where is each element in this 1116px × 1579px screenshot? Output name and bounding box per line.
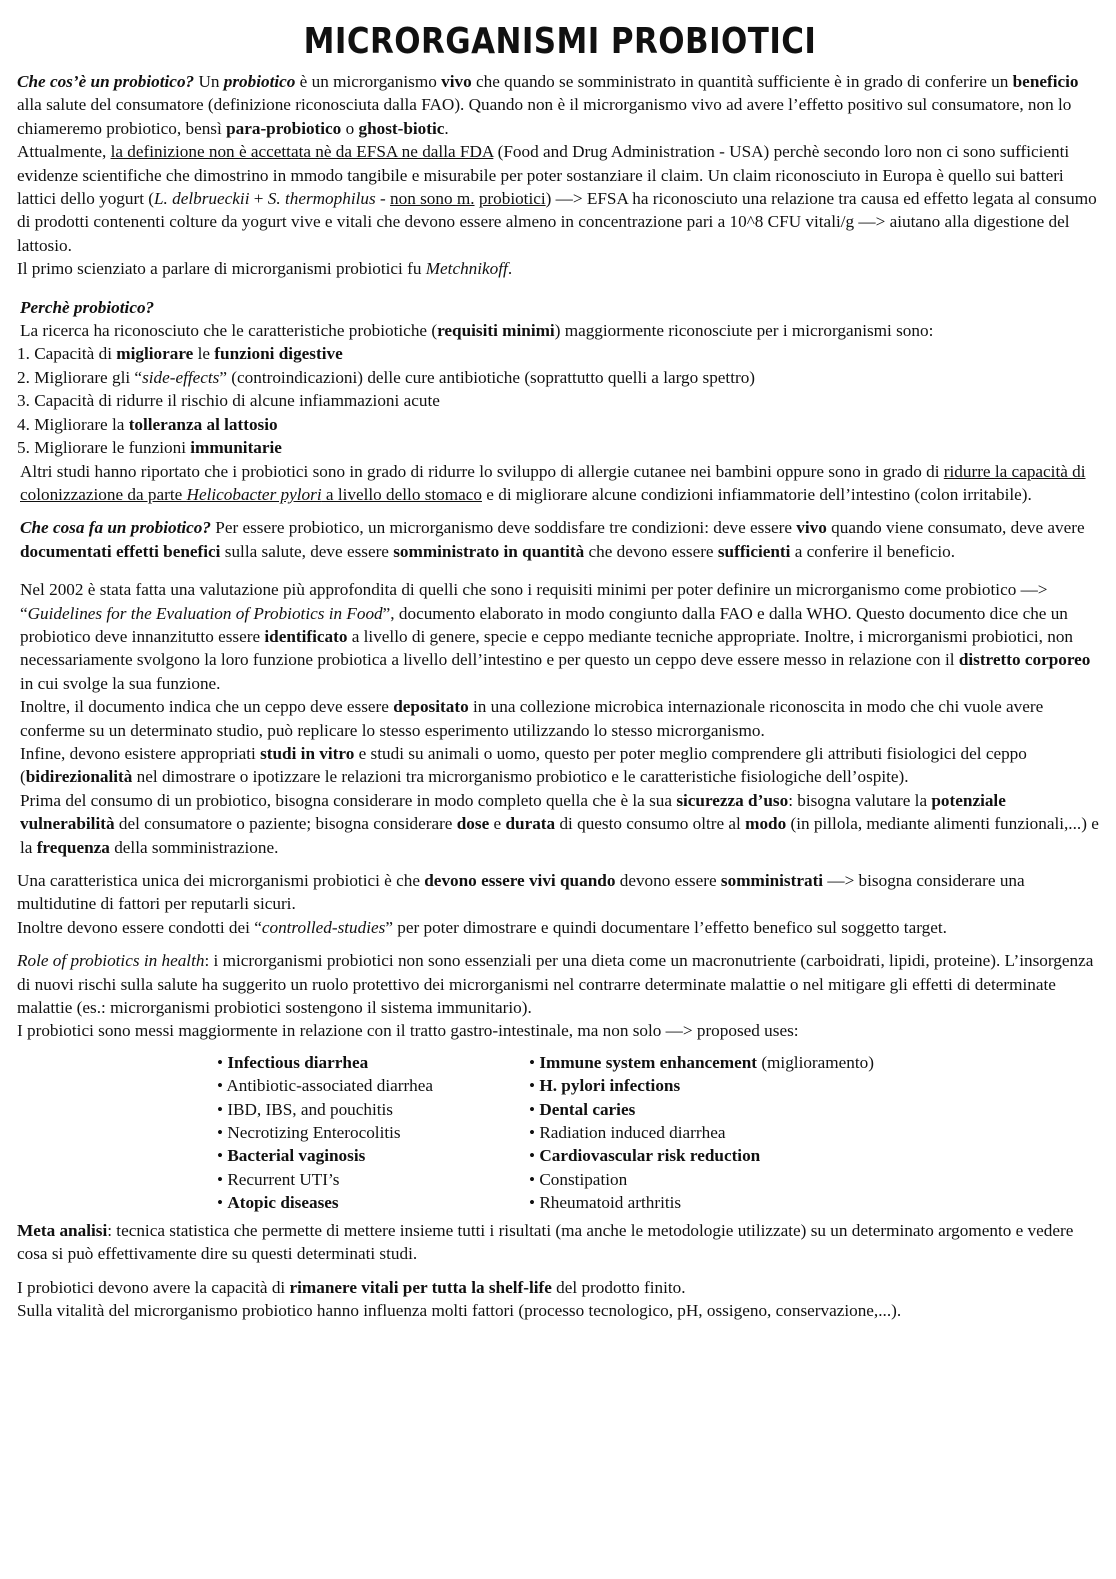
uses-right-column — [529, 1051, 949, 1215]
meta-analysis-paragraph: Meta analisi: tecnica statistica che permette di mettere insieme tutti i risultati (ma anche le metodologie utilizzate) su un determinato argomento e vedere cosa si può effettivamente dire su questi determinati studi. — [17, 1220, 1074, 1264]
shelf-life-paragraph: I probiotici devono avere la capacità di rimanere vitali per tutta la shelf-life del prodotto finito. — [17, 1277, 686, 1297]
bullet-icon: • — [217, 1146, 228, 1166]
question-heading: Che cos’è un probiotico? — [17, 72, 195, 91]
use-item: • Recurrent UTI’s — [217, 1169, 340, 1189]
page-title: MICRORGANISMI PROBIOTICI — [303, 21, 817, 62]
bullet-icon: • — [217, 1123, 228, 1143]
use-item: • Necrotizing Enterocolitis — [217, 1123, 401, 1143]
section-heading-perche: Perchè probiotico? — [20, 297, 155, 317]
bullet-icon: • — [529, 1169, 540, 1189]
bullet-icon: • — [529, 1123, 540, 1143]
what-does-paragraph: Che cosa fa un probiotico? Per essere probiotico, un microrganismo deve soddisfare tre condizioni: deve essere vivo quando viene consumato, deve avere documentati effetti benefici sulla salute, deve essere somministrato in quantità che devono essere sufficienti a conferire il beneficio. — [20, 518, 1085, 561]
bullet-icon: • — [529, 1193, 540, 1213]
use-item: • H. pylori infections — [529, 1076, 681, 1096]
use-item: • Dental caries — [529, 1099, 636, 1119]
alive-paragraph: Una caratteristica unica dei microrganismi probiotici è che devono essere vivi quando devono essere somministrati —> bisogna considerare una multidutine di fattori per reputarli sicuri. — [17, 871, 1025, 914]
use-item: • Constipation — [529, 1169, 628, 1189]
efsa-paragraph: Attualmente, la definizione non è accettata nè da EFSA ne dalla FDA (Food and Drug Administration - USA) perchè secondo loro non ci sono sufficienti evidenze scientifiche che dimostrino in mmodo tangibile e misurabile per poter sostanziare il claim. Un claim riconosciuto in Europa è quello sui batteri lattici dello yogurt (L. delbrueckii + S. thermophilus - non sono m. probiotici) —> EFSA ha riconosciuto una relazione tra causa ed effetto legata al consumo di prodotti contenenti colture da yogurt vive e vitali che devono essere almeno in concentrazione pari a 10^8 CFU vitali/g —> aiutano alla digestione del lattosio. — [17, 142, 1097, 255]
bullet-icon: • — [529, 1146, 540, 1166]
intro-paragraph: Che cos’è un probiotico? Un probiotico è un microrganismo vivo che quando se somministrato in quantità sufficiente è in grado di conferire un beneficio alla salute del consumatore (definizione riconosciuta dalla FAO). Quando non è il microrganismo vivo ad avere l’effetto positivo sul consumatore, non lo chiameremo probiotico, bensì para-probiotico o ghost-biotic. — [17, 72, 1079, 138]
use-item: • Antibiotic-associated diarrhea — [217, 1076, 434, 1096]
bullet-icon: • — [529, 1052, 540, 1072]
guidelines-paragraph: Nel 2002 è stata fatta una valutazione più approfondita di quelli che sono i requisiti minimi per poter definire un microrganismo come probiotico —> “Guidelines for the Evaluation of Probiotics in Food”, documento elaborato in modo congiunto dalla FAO e dalla WHO. Questo documento dice che un probiotico deve innanzitutto essere identificato a livello di genere, specie e ceppo mediante tecniche appropriate. Inoltre, i microrganismi probiotici, non necessariamente svolgono la loro funzione probiotica a livello dell’intestino e per questo un ceppo deve essere messo in relazione con il distretto corporeo in cui svolge la sua funzione. — [20, 580, 1091, 693]
list-item: 4. Migliorare la tolleranza al lattosio — [17, 414, 278, 434]
metchnikoff-paragraph: Il primo scienziato a parlare di microrganismi probiotici fu Metchnikoff. — [17, 259, 513, 279]
question-heading: Che cosa fa un probiotico? — [20, 518, 211, 538]
bullet-icon: • — [217, 1169, 228, 1189]
requirements-list — [17, 342, 1103, 459]
bullet-icon: • — [217, 1193, 228, 1213]
uses-left-column — [217, 1051, 529, 1215]
use-item: • IBD, IBS, and pouchitis — [217, 1099, 393, 1119]
use-item: • Atopic diseases — [217, 1193, 339, 1213]
bullet-icon: • — [217, 1076, 227, 1096]
studies-paragraph: Infine, devono esistere appropriati studi in vitro e studi su animali o uomo, questo per poter meglio comprendere gli attributi fisiologici del ceppo (bidirezionalità nel dimostrare o ipotizzare le relazioni tra microrganismo probiotico e le caratteristiche fisiologiche dell’ospite). — [20, 743, 1027, 787]
bullet-icon: • — [529, 1099, 540, 1119]
use-item: • Rheumatoid arthritis — [529, 1193, 682, 1213]
requirements-intro: La ricerca ha riconosciuto che le caratteristiche probiotiche (requisiti minimi) maggiormente riconosciute per i microrganismi sono: — [20, 321, 934, 341]
use-item: • Cardiovascular risk reduction — [529, 1146, 761, 1166]
other-studies-paragraph: Altri studi hanno riportato che i probiotici sono in grado di ridurre lo sviluppo di allergie cutanee nei bambini oppure sono in grado di ridurre la capacità di colonizzazione da parte Helicobacter pylori a livello dello stomaco e di migliorare alcune condizioni infiammatorie dell’intestino (colon irritabile). — [20, 461, 1086, 504]
role-paragraph: Role of probiotics in health: i microrganismi probiotici non sono essenziali per una dieta come un macronutriente (carboidrati, lipidi, proteine). L’insorgenza di nuovi rischi sulla salute ha suggerito un ruolo protettivo dei microrganismi nel contrarre determinate malattie o nel mitigare gli effetti di determinate malattie (es.: microrganismi probiotici sostengono il sistema immunitario). — [17, 951, 1094, 1018]
deposit-paragraph: Inoltre, il documento indica che un ceppo deve essere depositato in una collezione microbica internazionale riconoscita in modo che chi vuole avere conferme su un determinato studio, può replicare lo stesso esperimento utilizzando lo stesso microrganismo. — [20, 697, 1044, 740]
bullet-icon: • — [217, 1052, 228, 1072]
list-item: 3. Capacità di ridurre il rischio di alcune infiammazioni acute — [17, 391, 440, 411]
list-item: 1. Capacità di migliorare le funzioni digestive — [17, 344, 343, 364]
use-item: • Radiation induced diarrhea — [529, 1123, 726, 1143]
bullet-icon: • — [217, 1099, 228, 1119]
use-item: • Infectious diarrhea — [217, 1052, 369, 1072]
proposed-uses — [217, 1051, 1103, 1215]
bullet-icon: • — [529, 1076, 540, 1096]
proposed-uses-intro: I probiotici sono messi maggiormente in relazione con il tratto gastro-intestinale, ma non solo —> proposed uses: — [17, 1021, 799, 1041]
controlled-studies-paragraph: Inoltre devono essere condotti dei “controlled-studies” per poter dimostrare e quindi documentare l’effetto benefico sul soggetto target. — [17, 917, 947, 937]
list-item: 5. Migliorare le funzioni immunitarie — [17, 438, 282, 458]
safety-paragraph: Prima del consumo di un probiotico, bisogna considerare in modo completo quella che è la sua sicurezza d’uso: bisogna valutare la potenziale vulnerabilità del consumatore o paziente; bisogna considerare dose e durata di questo consumo oltre al modo (in pillola, mediante alimenti funzionali,...) e la frequenza della somministrazione. — [20, 790, 1099, 857]
document-page — [17, 20, 1103, 1322]
viability-paragraph: Sulla vitalità del microrganismo probiotico hanno influenza molti fattori (processo tecnologico, pH, ossigeno, conservazione,...). — [17, 1300, 902, 1320]
use-item: • Immune system enhancement (miglioramento) — [529, 1052, 874, 1072]
use-item: • Bacterial vaginosis — [217, 1146, 366, 1166]
list-item: 2. Migliorare gli “side-effects” (controindicazioni) delle cure antibiotiche (soprattutto quelli a largo spettro) — [17, 367, 756, 387]
